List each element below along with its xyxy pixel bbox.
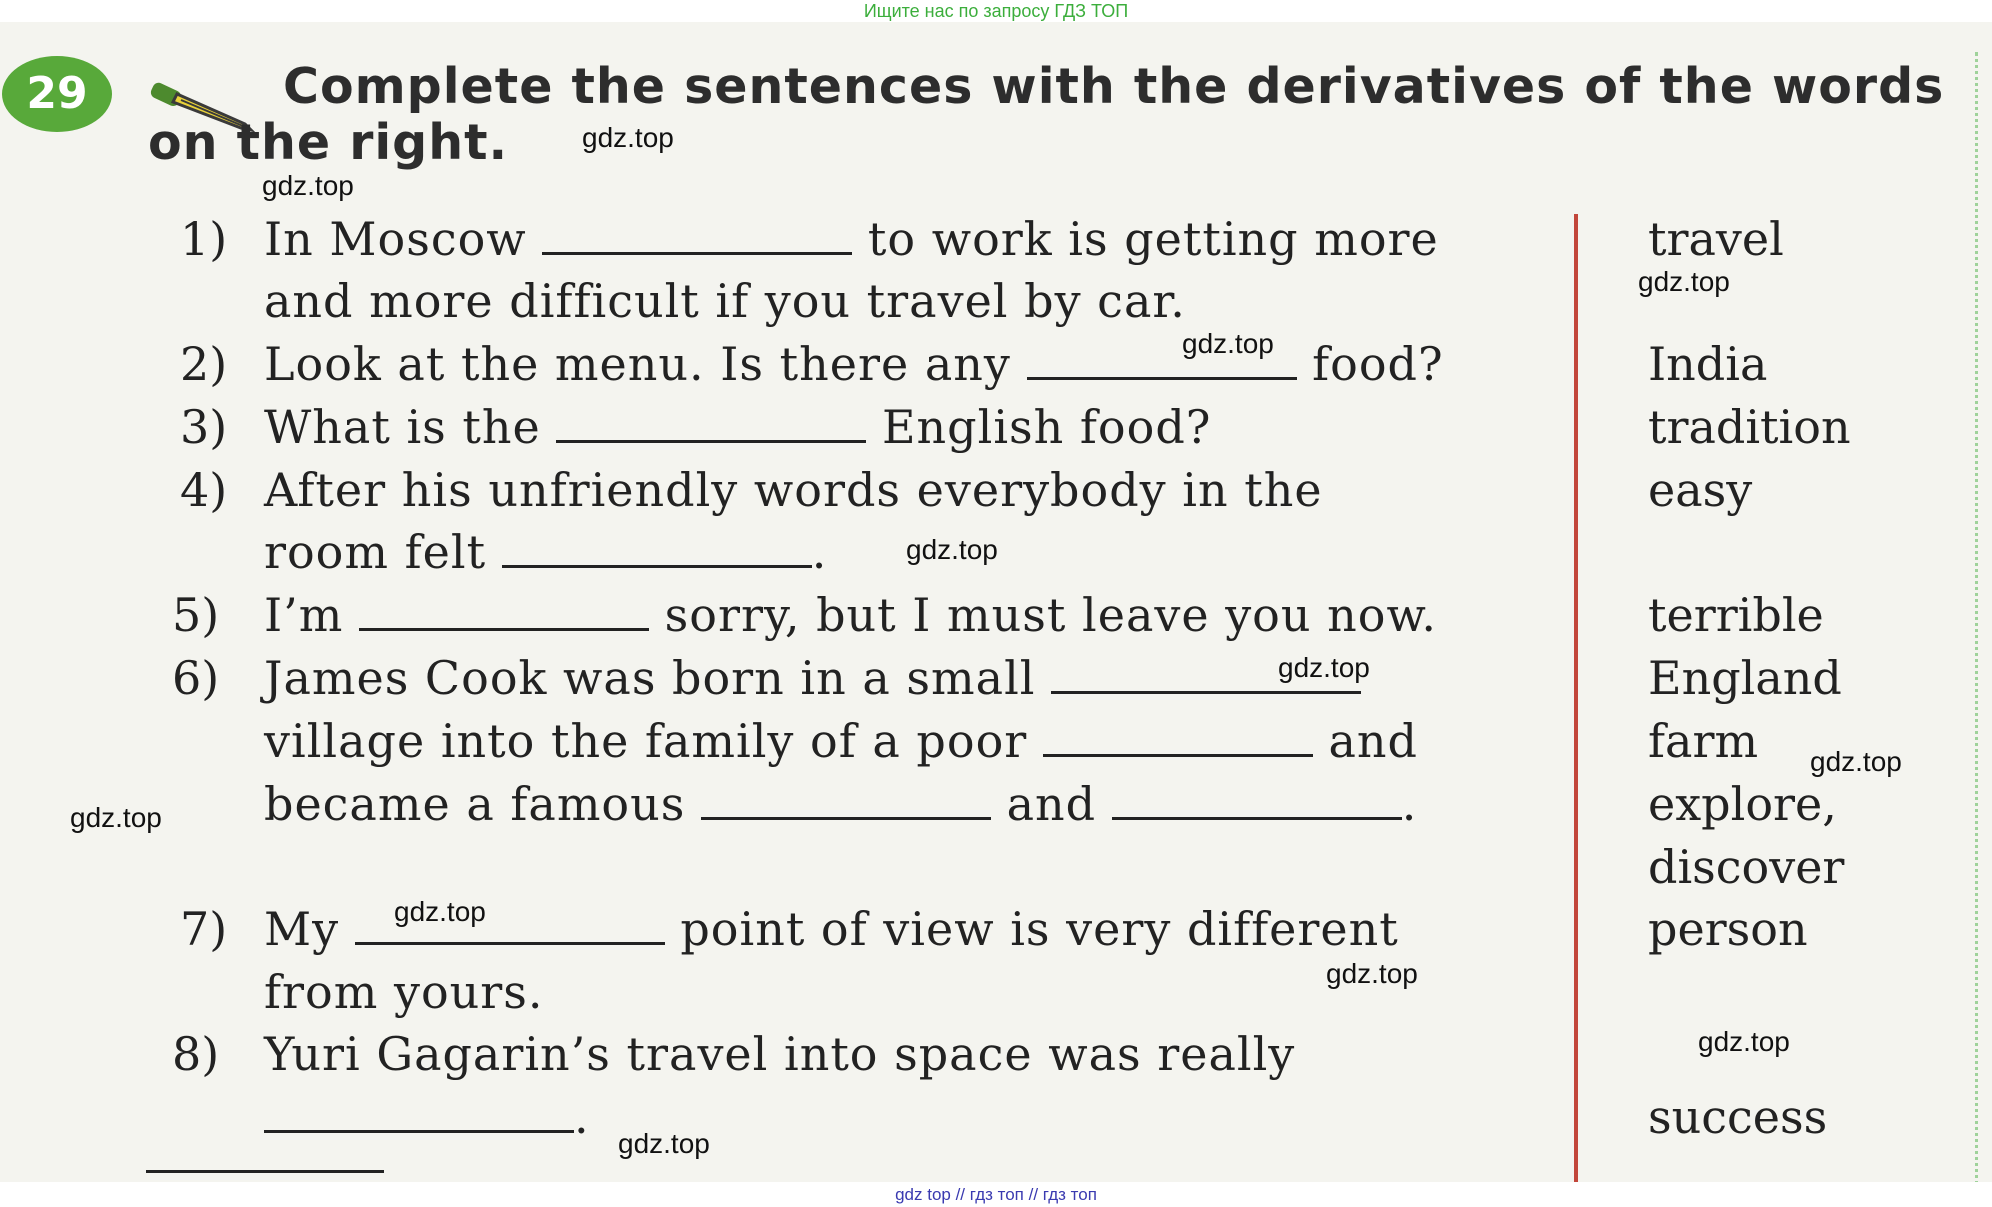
- watermark: gdz.top: [1182, 328, 1274, 359]
- sentence-1-line-2: and more difficult if you travel by car.: [264, 274, 1186, 328]
- word-success: success: [1648, 1090, 1828, 1144]
- item-number: 1): [180, 212, 228, 266]
- sentence-4-line-1: After his unfriendly words everybody in the: [264, 463, 1323, 517]
- answer-blank[interactable]: [1043, 716, 1313, 757]
- item-number: 3): [180, 400, 228, 454]
- sentence-1-line-1: In Moscow to work is getting more: [264, 212, 1439, 266]
- watermark: gdz.top: [906, 534, 998, 565]
- sentence-4-line-2: room felt .: [264, 525, 828, 579]
- sentence-6-line-1: James Cook was born in a small: [264, 651, 1361, 705]
- word-england: England: [1648, 651, 1842, 705]
- watermark: gdz.top: [1810, 746, 1902, 777]
- watermark: gdz.top: [1638, 266, 1730, 297]
- sentence-3: What is the English food?: [264, 400, 1212, 454]
- item-number: 8): [172, 1027, 220, 1081]
- answer-blank[interactable]: [701, 779, 991, 820]
- answer-blank[interactable]: [502, 527, 812, 568]
- watermark: gdz.top: [1278, 652, 1370, 683]
- word-explore: explore,: [1648, 777, 1837, 831]
- top-banner: Ищите нас по запросу ГДЗ ТОП: [863, 1, 1129, 21]
- sentence-5: I’m sorry, but I must leave you now.: [264, 588, 1437, 642]
- watermark: gdz.top: [394, 896, 486, 927]
- word-tradition: tradition: [1648, 400, 1851, 454]
- item-number: 4): [180, 463, 228, 517]
- sentence-8-line-1: Yuri Gagarin’s travel into space was really: [264, 1027, 1296, 1081]
- exercise-number-badge: 29: [2, 56, 112, 132]
- divider-rule: [1574, 214, 1578, 1182]
- watermark: gdz.top: [1326, 958, 1418, 989]
- watermark: gdz.top: [70, 802, 162, 833]
- answer-blank[interactable]: [1112, 779, 1402, 820]
- sentence-2: Look at the menu. Is there any food?: [264, 337, 1444, 391]
- watermark: gdz.top: [618, 1128, 710, 1159]
- textbook-page: [0, 22, 1992, 1182]
- word-farm: farm: [1648, 714, 1759, 768]
- instruction-line-1: Complete the sentences with the derivatives of the words: [283, 58, 1945, 115]
- footer-links[interactable]: gdz top // гдз топ // гдз топ: [895, 1185, 1097, 1204]
- continuation-blank: [146, 1170, 384, 1173]
- show-through-text: [130, 32, 143, 78]
- item-number: 7): [180, 902, 228, 956]
- instruction-line-2: on the right.: [148, 114, 509, 171]
- sentence-7-line-1: My point of view is very different: [264, 902, 1399, 956]
- answer-blank[interactable]: [542, 214, 852, 255]
- sentence-6-line-2: village into the family of a poor and: [264, 714, 1418, 768]
- answer-blank[interactable]: [556, 402, 866, 443]
- answer-blank[interactable]: [359, 590, 649, 631]
- sentence-7-line-2: from yours.: [264, 965, 544, 1019]
- word-india: India: [1648, 337, 1768, 391]
- word-discover: discover: [1648, 840, 1845, 894]
- watermark: gdz.top: [582, 122, 674, 153]
- sentence-8-line-2: .: [264, 1090, 590, 1144]
- word-terrible: terrible: [1648, 588, 1824, 642]
- item-number: 5): [172, 588, 220, 642]
- watermark: gdz.top: [262, 170, 354, 201]
- word-easy: easy: [1648, 463, 1753, 517]
- item-number: 6): [172, 651, 220, 705]
- page-edge-dots: [1975, 52, 1980, 1182]
- word-person: person: [1648, 902, 1808, 956]
- sentence-6-line-3: became a famous and .: [264, 777, 1418, 831]
- watermark: gdz.top: [1698, 1026, 1790, 1057]
- word-travel: travel: [1648, 212, 1784, 266]
- answer-blank[interactable]: [264, 1092, 574, 1133]
- item-number: 2): [180, 337, 228, 391]
